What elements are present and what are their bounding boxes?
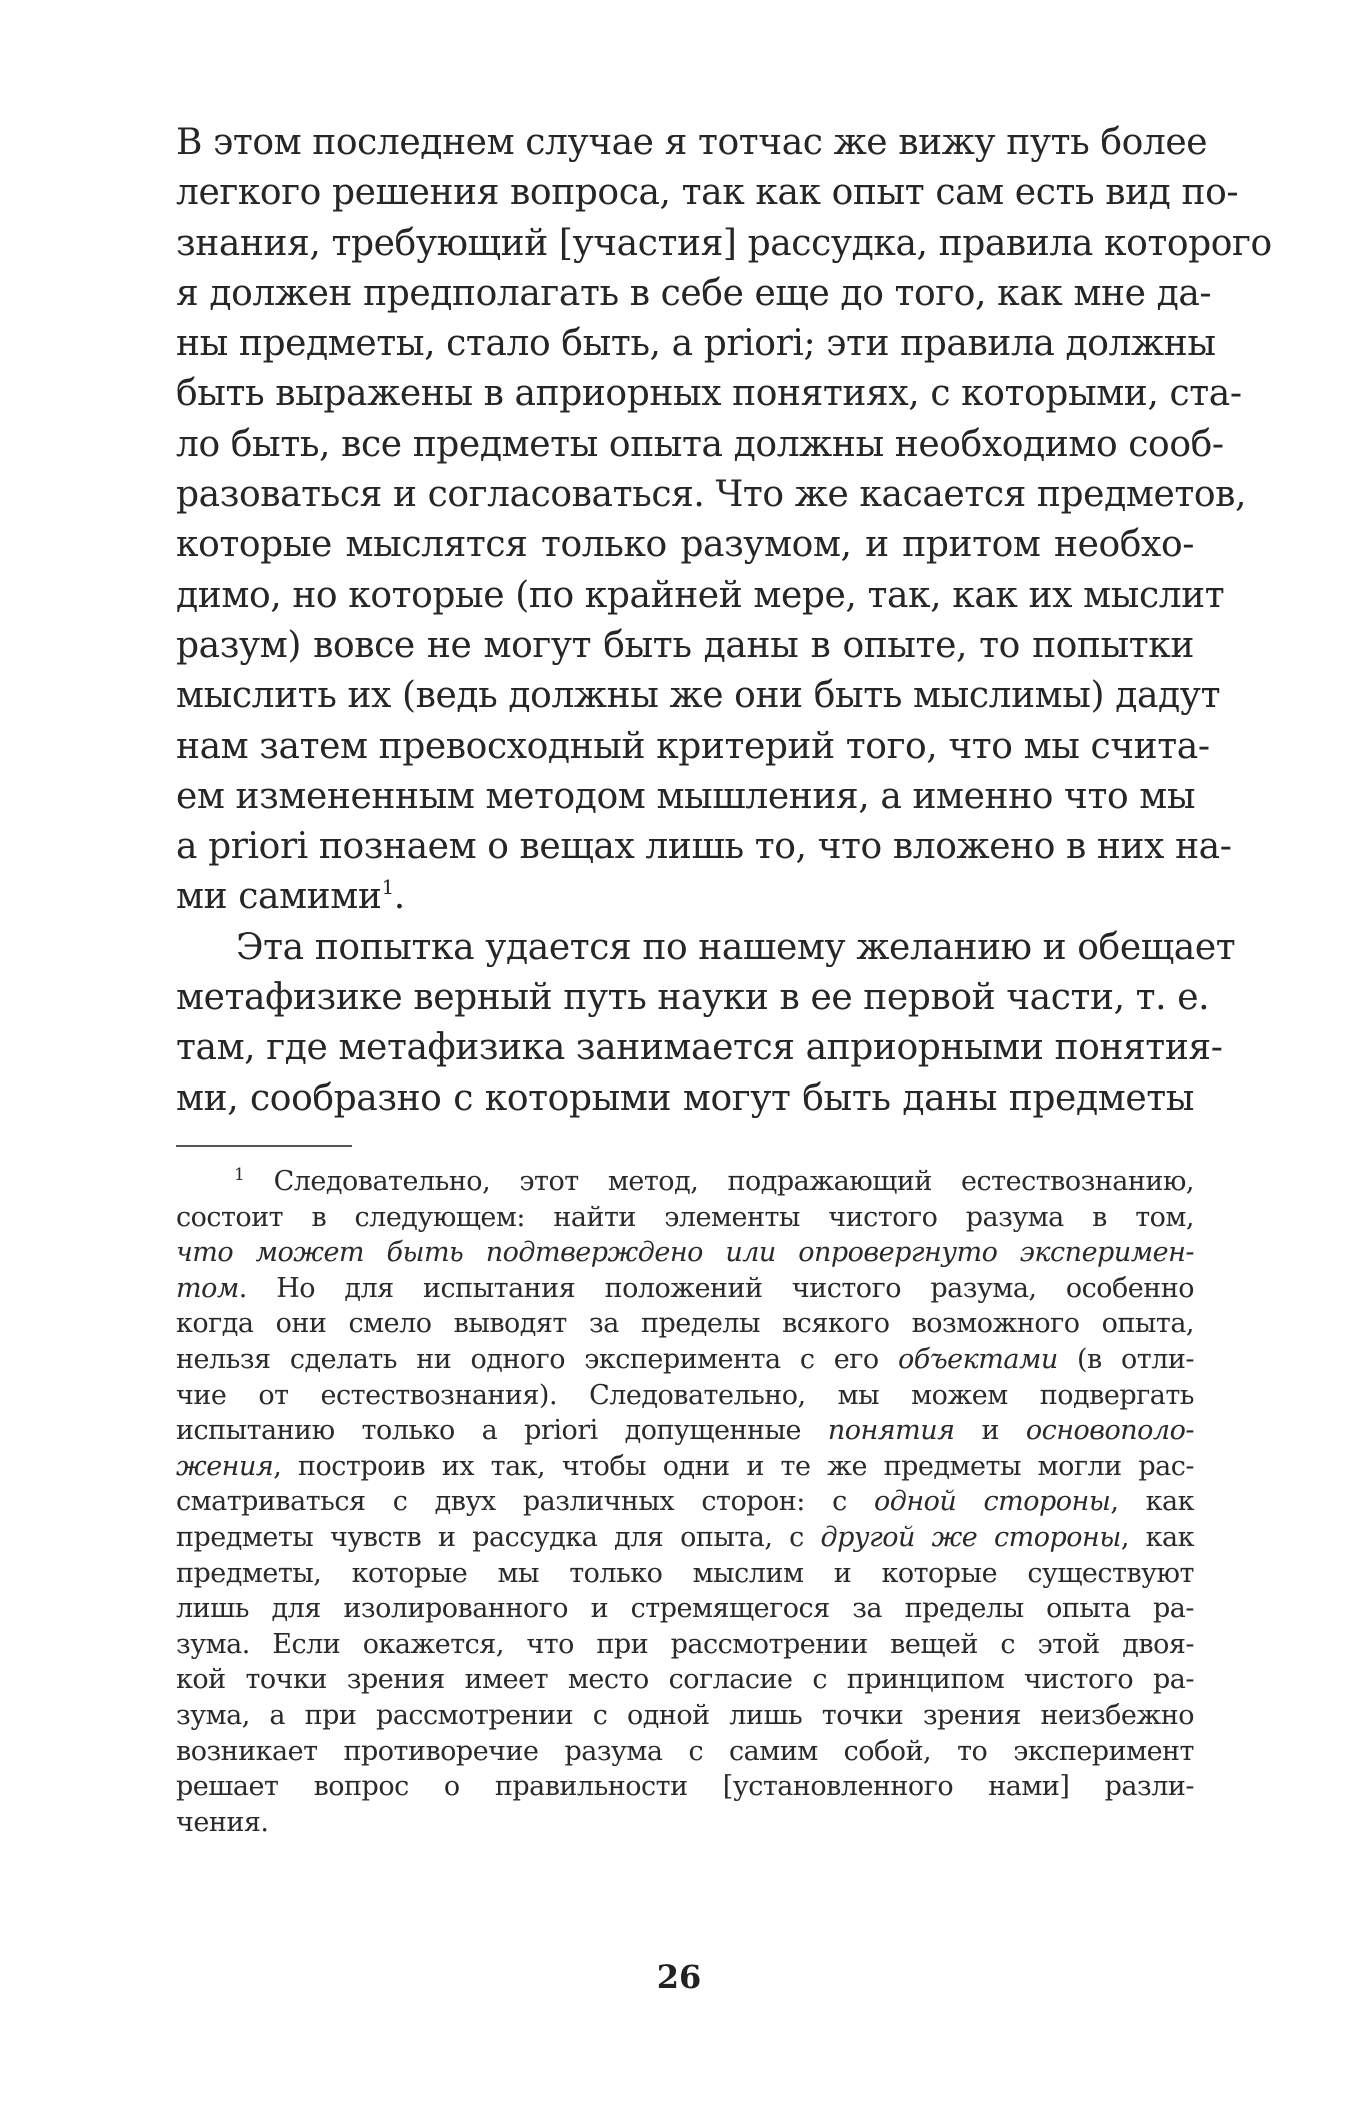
footnote-line: возникает противоречие разума с самим собой, то эксперимент: [176, 1735, 1194, 1767]
footnote-line: когда они смело выводят за пределы всякого возможного опыта,: [176, 1308, 1194, 1340]
text-line: ло быть, все предметы опыта должны необходимо сооб-: [176, 423, 1224, 465]
footnote-line: предметы, которые мы только мыслим и которые существуют: [176, 1557, 1194, 1589]
text-line: мыслить их (ведь должны же они быть мыслимы) дадут: [176, 675, 1221, 717]
footnote-line: чие от естествознания). Следовательно, мы можем подвергать: [176, 1379, 1194, 1411]
text-line: нам затем превосходный критерий того, что мы счита-: [176, 725, 1210, 767]
paragraph-1: [176, 118, 1272, 923]
footnote-text: . Но для испытания положений чистого разума, особенно: [238, 1272, 1194, 1304]
italic-text: основополо-: [1025, 1415, 1194, 1447]
italic-text: что может быть подтверждено или опровергнуто эксперимен-: [176, 1237, 1194, 1269]
footnote-line: [176, 1449, 1194, 1485]
text-line: ем измененным методом мышления, а именно что мы: [176, 775, 1196, 817]
text-line: легкого решения вопроса, так как опыт сам есть вид по-: [176, 172, 1239, 214]
footnote-text: сматриваться с двух различных сторон: с: [176, 1486, 874, 1518]
footnote-line: [176, 1164, 1194, 1200]
footnote-text: предметы чувств и рассудка для опыта, с: [176, 1521, 821, 1553]
text-line: я должен предполагать в себе еще до того, как мне да-: [176, 272, 1212, 314]
footnote-text: и: [954, 1415, 1026, 1447]
italic-text: том: [176, 1272, 239, 1304]
italic-text: жения: [176, 1450, 274, 1482]
footnote-divider: [176, 1145, 352, 1147]
italic-text: другой же стороны: [820, 1521, 1121, 1553]
footnote-line: кой точки зрения имеет место согласие с принципом чистого ра-: [176, 1664, 1194, 1696]
text-line: разоваться и согласоваться. Что же касается предметов,: [176, 474, 1247, 516]
footnote-line: [176, 1271, 1194, 1307]
text-line-content: ми самими: [176, 876, 382, 918]
text-line: метафизике верный путь науки в ее первой части, т. е.: [176, 977, 1210, 1019]
text-line: знания, требующий [участия] рассудка, правила которого: [176, 222, 1272, 264]
main-text: [176, 118, 1272, 1124]
text-line: разум) вовсе не могут быть даны в опыте, то попытки: [176, 624, 1194, 666]
italic-text: одной стороны: [873, 1486, 1111, 1518]
italic-text: понятия: [827, 1415, 955, 1447]
footnote-text: , как: [1120, 1521, 1194, 1553]
footnote-text: нельзя сделать ни одного эксперимента с его: [176, 1343, 898, 1375]
footnote-reference[interactable]: 1: [381, 875, 394, 900]
text-line-last: ми самими$^1$.: [176, 875, 405, 918]
text-line: a priori познаем о вещах лишь то, что вложено в них на-: [176, 826, 1232, 868]
text-line: ми, сообразно с которыми могут быть даны предметы: [176, 1077, 1194, 1119]
text-line: быть выражены в априорных понятиях, с которыми, ста-: [176, 373, 1242, 415]
text-line: там, где метафизика занимается априорными понятия-: [176, 1027, 1223, 1069]
italic-text: объектами: [897, 1343, 1058, 1375]
page-number: 26: [656, 1958, 702, 1996]
footnote-line: [176, 1520, 1194, 1556]
footnote-text: испытанию только a priori допущенные: [176, 1415, 828, 1447]
footnote-line: состоит в следующем: найти элементы чистого разума в том,: [176, 1201, 1194, 1233]
text-line: ны предметы, стало быть, a priori; эти правила должны: [176, 323, 1216, 365]
footnote-text: , построив их так, чтобы одни и те же предметы могли рас-: [273, 1450, 1194, 1482]
footnote-line: решает вопрос о правильности [установленного нами] разли-: [176, 1771, 1194, 1803]
footnote-text: Следовательно, этот метод, подражающий естествознанию,: [273, 1166, 1194, 1197]
footnote-text: (в отли-: [1057, 1343, 1194, 1375]
paragraph-2: [176, 923, 1236, 1124]
text-line: которые мыслятся только разумом, и притом необхо-: [176, 524, 1194, 566]
footnote-line: [176, 1484, 1194, 1520]
footnote-line: [176, 1413, 1194, 1449]
footnote-marker: 1: [234, 1165, 245, 1185]
footnote-line: зума. Если окажется, что при рассмотрении вещей с этой двоя-: [176, 1628, 1194, 1660]
footnote-line: [176, 1342, 1194, 1378]
footnote-text: , как: [1110, 1486, 1194, 1518]
text-line: димо, но которые (по крайней мере, так, как их мыслит: [176, 574, 1225, 616]
footnote-line-last: чения.: [176, 1806, 269, 1838]
footnote-line: зума, а при рассмотрении с одной лишь точки зрения неизбежно: [176, 1699, 1194, 1731]
footnote-line: [176, 1235, 1194, 1271]
footnote-line: лишь для изолированного и стремящегося за пределы опыта ра-: [176, 1593, 1194, 1625]
text-line: Эта попытка удается по нашему желанию и обещает: [236, 926, 1236, 968]
text-line: В этом последнем случае я тотчас же вижу путь более: [176, 122, 1208, 163]
footnote: [176, 1164, 1194, 1840]
